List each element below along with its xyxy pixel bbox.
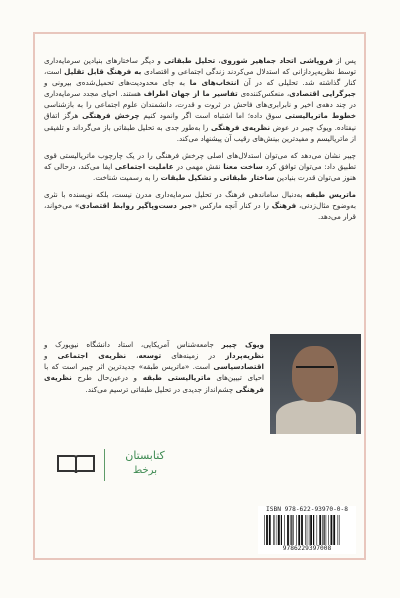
text-run: است، کنار گذاشته شد. تحلیلی که در آن xyxy=(44,67,356,88)
text-run: ایفا می‌کند، درحالی که هنوز می‌توان قدرت بنیادین xyxy=(44,161,356,182)
author-photo xyxy=(270,334,361,434)
barcode-bar xyxy=(287,515,289,545)
text-run: و درعین‌حال طرح xyxy=(71,373,143,383)
isbn-label: ISBN 978-622-93970-0-8 xyxy=(266,506,348,513)
logo-separator xyxy=(104,449,105,481)
barcode-bar xyxy=(331,515,333,545)
bold-phrase: نظریه‌ی فرهنگی xyxy=(44,373,264,394)
barcode-digits: 9786229397008 xyxy=(282,545,332,552)
barcode-bar xyxy=(291,515,292,545)
blurb-paragraph-1 xyxy=(44,55,356,144)
barcode-bar xyxy=(298,515,300,545)
bold-phrase: تحلیل طبقاتی xyxy=(164,56,216,65)
bold-phrase: نظریه‌ی فرهنگی xyxy=(210,122,271,132)
text-run: » می‌خواند، قرار می‌دهد. xyxy=(44,201,356,222)
bold-phrase: تشکیل طبقات xyxy=(160,172,212,182)
text-run: ، xyxy=(126,351,139,361)
barcode-bar xyxy=(319,515,321,545)
barcode-bar xyxy=(275,515,276,545)
bold-phrase: جبرگرایی اقتصادی xyxy=(289,89,356,99)
text-run: نقش مهمی در xyxy=(173,161,224,171)
barcode-bar xyxy=(339,515,340,545)
barcode-bar xyxy=(310,515,312,545)
bold-phrase: توسعه xyxy=(138,351,162,361)
barcode-bar xyxy=(284,515,285,545)
text-run: به‌دنبال ساماندهی فرهنگ در تحلیل سرمایه‌داری مدرن نیست، بلکه نویسنده با نثری به‌وضوح مثال‌زدنی، xyxy=(44,190,356,211)
author-photo-shirt xyxy=(276,400,356,434)
barcode-bar xyxy=(328,515,329,545)
barcode-bar xyxy=(301,515,303,545)
bold-phrase: ماتریس طبقه xyxy=(305,190,356,200)
isbn-barcode xyxy=(258,506,356,554)
bold-phrase: چرخش فرهنگی xyxy=(82,111,140,121)
bold-phrase: ساخت معنا xyxy=(223,161,263,171)
barcode-bar xyxy=(322,515,323,545)
bold-phrase: نظریه‌پرداز xyxy=(225,351,264,361)
text-run: را به رسمیت شناخت. xyxy=(93,172,161,182)
text-run: و xyxy=(211,172,220,182)
bold-phrase: ویوک چیبر xyxy=(221,340,264,350)
blurb-paragraph-2 xyxy=(44,150,356,183)
bold-phrase: فروپاشی اتحاد جماهیر شوروی xyxy=(220,56,333,65)
text-run: به جای محدودیت‌های تحمیل‌شده‌ی بیرونی و xyxy=(44,78,190,88)
barcode-bar xyxy=(293,515,294,545)
bold-phrase: جبر دست‌وپاگیر روابط اقتصادی xyxy=(79,201,193,211)
text-run: هرگز اتفاق نیفتاده. ویوک چیبر در عوض xyxy=(44,111,356,132)
text-run: و xyxy=(44,351,58,361)
text-run: است. «ماتریس طبقه» جدیدترین اثر چیبر است که با احیای تبیین‌های xyxy=(44,362,264,383)
publisher-logo xyxy=(56,449,176,481)
text-run: ، xyxy=(215,56,221,65)
bold-phrase: خطوط ماتریالیستی xyxy=(285,111,357,121)
barcode-bar xyxy=(277,515,278,545)
publisher-name-line1: کتابستان xyxy=(125,449,165,462)
text-run: پس از xyxy=(332,56,357,65)
text-run: را به‌طور جدی به تحلیل طبقاتی باز می‌گرداند و تلفیقی از ماتریالیسم و مفیدترین بینش‌های رقیب آن پیشنهاد می‌کند. xyxy=(44,122,356,143)
barcode-bar xyxy=(278,515,280,545)
barcode-bar xyxy=(266,515,268,545)
bold-phrase: به فرهنگ قابل تقلیل xyxy=(64,67,142,77)
open-book-icon xyxy=(56,453,96,475)
back-cover-blurb xyxy=(44,55,356,228)
barcode-bar xyxy=(264,515,265,545)
author-bio xyxy=(44,339,264,394)
barcode-bar xyxy=(281,515,282,545)
bold-phrase: ساختار طبقاتی xyxy=(219,172,275,182)
text-run: هستند. احیای مجدد سرمایه‌داری در چند دهه‌ی اخیر و نابرابری‌های فاحش در ثروت و قدرت، دانشمندان علوم اجتماعی را به بازشناسی xyxy=(44,89,356,110)
bold-phrase: اقتصادسیاسی xyxy=(213,362,264,372)
barcode-bar xyxy=(338,515,339,545)
barcode-bar xyxy=(317,515,318,545)
barcode-bar xyxy=(309,515,310,545)
barcode-bar xyxy=(333,515,335,545)
text-run: چشم‌انداز جدیدی در تحلیل طبقاتی ترسیم می‌کند. xyxy=(85,384,236,394)
barcode-bar xyxy=(273,515,274,545)
text-run: را در کنار آنچه مارکس « xyxy=(192,201,272,211)
barcode-bar xyxy=(290,515,291,545)
publisher-name-line2: برخط xyxy=(133,465,157,476)
text-run: سوق داده؛ اما اشتباه است اگر وانمود کنیم xyxy=(139,111,286,121)
text-run: چیبر نشان می‌دهد که می‌توان استدلال‌های اصلی چرخش فرهنگی را در یک چارچوب ماتریالیستی قوی تطبیق داد: می‌توان توافق کرد xyxy=(44,150,356,171)
barcode-bar xyxy=(324,515,325,545)
bold-phrase: ماتریالیستی طبقه xyxy=(142,373,211,383)
bold-phrase: نظریه‌ی اجتماعی xyxy=(57,351,127,361)
bold-phrase: فرهنگ xyxy=(271,201,297,211)
barcode-bar xyxy=(313,515,314,545)
text-run: ، منعکس‌کننده‌ی xyxy=(237,89,290,99)
text-run: در زمینه‌های xyxy=(161,351,226,361)
bold-phrase: انتخاب‌های ما xyxy=(189,78,239,88)
blurb-paragraph-3 xyxy=(44,189,356,222)
barcode-bar xyxy=(305,515,306,545)
text-run: جامعه‌شناس آمریکایی، استاد دانشگاه نیویورک و xyxy=(44,340,222,350)
barcode-bars xyxy=(264,515,350,545)
barcode-bar xyxy=(296,515,297,545)
barcode-bar xyxy=(307,515,308,545)
bold-phrase: تفاسیر ما از جهان اطراف xyxy=(143,89,238,99)
barcode-bar xyxy=(269,515,271,545)
author-photo-glasses xyxy=(296,366,334,376)
text-run: و دیگر ساختارهای بنیادین سرمایه‌داری توسط نظریه‌پردازانی که استدلال می‌کردند زندگی اجتماعی و اقتصادی xyxy=(44,56,357,77)
barcode-bar xyxy=(326,515,327,545)
bold-phrase: عاملیت اجتماعی xyxy=(114,161,174,171)
